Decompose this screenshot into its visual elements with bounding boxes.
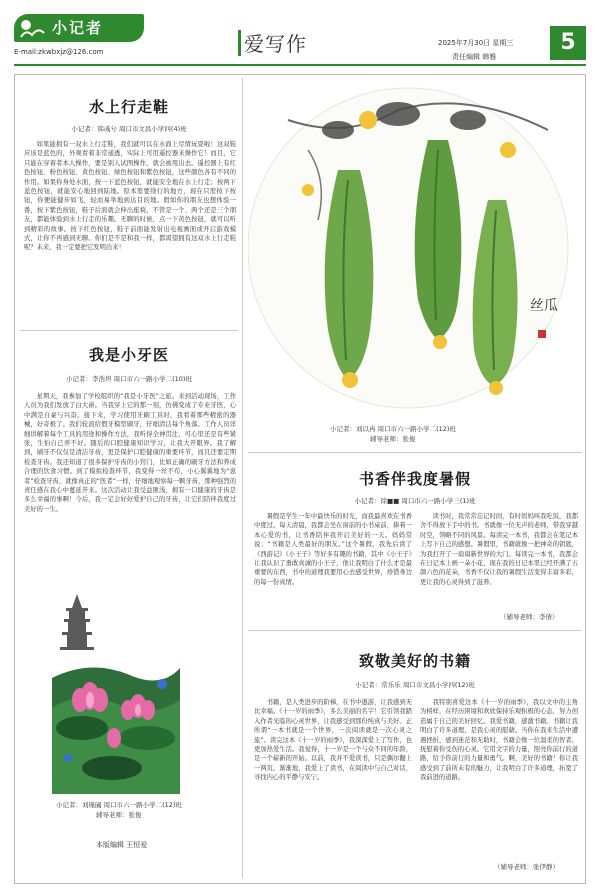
column-divider <box>242 78 243 878</box>
page-header <box>0 0 600 70</box>
divider <box>248 452 582 453</box>
caption1-author: 小记者：刘以冉 周口市六一路小学二(12)班 <box>330 425 456 433</box>
brand-text: 小记者 <box>52 19 104 37</box>
article3-col1: 暑假是学生一年中最快乐的时光，而我最喜欢在书香中度过。每天清晨，我都会坐在窗前的小书桌前，捧着一本心爱的书，让书香陪伴我开启美好的一天。妈妈常说：“书籍是人类最好的朋友。”这个暑假，我先后读了《西游记》《小王子》等好多有趣的书籍，其中《小王子》让我认识了勇敢真诚的小王子，他让我明白了什么才是最重要的东西，书中的道理我要用心去感受世界，珍惜身边的每一份真情。 <box>254 513 412 586</box>
article2-title: 我是小牙医 <box>88 346 169 364</box>
caption1 <box>330 424 570 444</box>
caption2-teacher: 辅导老师：张俊 <box>96 811 142 819</box>
divider <box>20 330 238 331</box>
article4-title: 致敬美好的书籍 <box>358 652 471 670</box>
issue-date: 2025年7月30日 星期三 <box>438 39 514 47</box>
brand-logo <box>14 14 144 42</box>
caption1-teacher: 辅导老师：张俊 <box>370 435 416 443</box>
page-editor: 本版编辑 王恒爱 <box>96 841 148 849</box>
divider <box>248 630 582 631</box>
caption2-author: 小记者：刘瑾阖 周口市六一路小学二(12)班 <box>56 801 182 809</box>
brand-icon <box>18 17 46 39</box>
svg-text:丝瓜: 丝瓜 <box>530 298 558 314</box>
article4-byline: 小记者：常乐乐 周口市文昌小学四(12)班 <box>355 681 475 689</box>
article3-byline: 小记者：徐■■ 周口市六一路小学三(1)班 <box>354 497 476 505</box>
lotus-painting-icon <box>52 588 180 794</box>
email: E-mail:zkwbxjz@126.com <box>14 48 104 56</box>
header-editor: 责任编辑 韩雅 <box>452 53 497 61</box>
article2-body: 星期天，我参加了学校组织的“我是小牙医”之旅。来到活动现场，工作人员为我们发放了白大褂。当我穿上它的那一刻，仿佛变成了专业牙医，心中满是自豪与兴奋。接下来，学习使用牙刷工具时，我看着那些精密的器械，好奇极了。我们轮流给假牙模型刷牙，仔细清洁每个角落。工作人员详细讲解着每个工具的用途和操作方法，我听得全神贯注，可心里还是有些紧张，生怕自己弄不好。随后的口腔健康知识学习，让我大开眼界。我了解到，刷牙不仅仅是清洁牙齿，更是保护口腔健康的重要环节，而且还要定期检查牙齿。我还知道了很多保护牙齿的小窍门，比如正确的刷牙方法和养成合理的饮食习惯。到了模拟检查环节，我变得一丝不苟，小心翼翼地为“患者”检查牙齿，就像真正的“医者”一样，仔细地观察每一颗牙齿，那种强烈的责任感在我心中蔓延开来。这次活动让我受益匪浅，拥有一口健康的牙齿是多么幸福的事啊！今后，我一定会好好爱护自己的牙齿，让它们陪伴我度过美好的一生。 <box>24 393 236 513</box>
cucumber-painting <box>248 80 582 416</box>
article1-body: 如果能拥有一双水上行走鞋，我们就可以在水面上尽情玩耍啦！这双鞋应该是蓝色的，外观看着非常通透，实际上可用遥控器来操作它！而且，它只能在穿着者本人操作，要是别人试图操作，就会被甩出去。遥控器上有红色按钮、粉色按钮、黄色按钮、绿色按钮和紫色按钮，这些颜色各有不同的作用。如果你身处水面，按一下蓝色按钮，就能安全地在水上行走；按两下蓝色按钮，就能安心地回到陆地。原本需要绕行的地方，现在只需按下按钮，你便能健步如飞，轻而易举地到达目的地。假如你的朋友也想体验一番，按下紫色按钮，鞋子后面就会伸出座椅，不管是一个、两个还是三个朋友，都能体验到水上行走的乐趣。无聊的时候，点一下黄色按钮，就可以听到精彩的故事。按下红色按钮，鞋子前面能发射出电视画面或开启游戏模式，让你不再感到无聊。你们是不是和我一样，都渴望拥有这双水上行走鞋呢？未来，我一定要把它发明出来！ <box>24 141 236 252</box>
article4-col2: 我特别喜爱这本《十一岁的雨季》，我以文中的主角为榜样，在经历困境和欢欣保持乐观积极的心态，努力创造属于自己的美好回忆。我爱书籍，感激书籍。书籍让我明白了许多道理，是我心灵的慰藉。当你在我来生活中遭遇挫折，感到迷茫和无助时，书籍会像一位温柔的智者，抚慰着你受伤的心灵。它用文字的力量，照亮你前行的道路，给予你前行的力量和勇气。啊，美好的书籍！你让我感受到了前所未有的魅力，让我明白了许多道理，拓宽了我前进的道路。 <box>420 699 578 782</box>
article4-col1: 书籍，是人类进步的阶梯，在书中遨游，让我感到无比幸福。《十一岁的雨季》，多么美丽的名字！它引领我踏入作者光临的心灵世界，让我感受到那份纯真与美好。正所谓“一本书就是一个世界，一次阅读就是一次心灵之旅”。读完这本《十一岁的雨季》，我深深爱上了写作，也更加热爱生活。我觉得，十一岁是一个与众不同的年龄，是一个崭新的开始。以前，我并不爱读书，只是偶尔翻上一两页。渐渐地，我爱上了读书，在阅读中与自己对话，寻找内心的平静与安宁。 <box>254 699 412 782</box>
header-rule <box>14 64 586 66</box>
article2-byline: 小记者：李浩坦 周口市六一路小学二(10)班 <box>66 375 192 383</box>
article4-teacher: （辅导老师：张伊静） <box>494 863 559 871</box>
article3-title: 书香伴我度暑假 <box>358 470 471 488</box>
article1-byline: 小记者：韩彧兮 周口市文昌小学四(4)班 <box>71 125 187 133</box>
cucumber-painting-icon <box>248 80 582 416</box>
section-bar <box>238 30 241 56</box>
article1-title: 水上行走鞋 <box>88 98 169 116</box>
article3-col2: 读书时，我常常忘记时间，有时妈妈叫我吃饭，我都舍不得放下手中的书。书就像一位无声的老师，带我穿越时空，领略不同的风景。每读完一本书，我都会在笔记本上写下自己的感想。暑假里，书籍就像一把神奇的钥匙，为我打开了一扇扇新世界的大门。每读完一本书，我都会在日记本上画一朵小花，现在我的日记本里已经开满了五颜六色的花朵，书香不仅让我的暑假生活变得丰富多彩，更让我的心灵得到了滋养。 <box>420 513 578 586</box>
lotus-painting <box>52 588 180 794</box>
section-title: 爱写作 <box>244 32 307 56</box>
page-number: 5 <box>550 26 586 60</box>
caption2 <box>56 800 236 820</box>
article3-teacher: （辅导老师：李倩） <box>500 613 559 621</box>
